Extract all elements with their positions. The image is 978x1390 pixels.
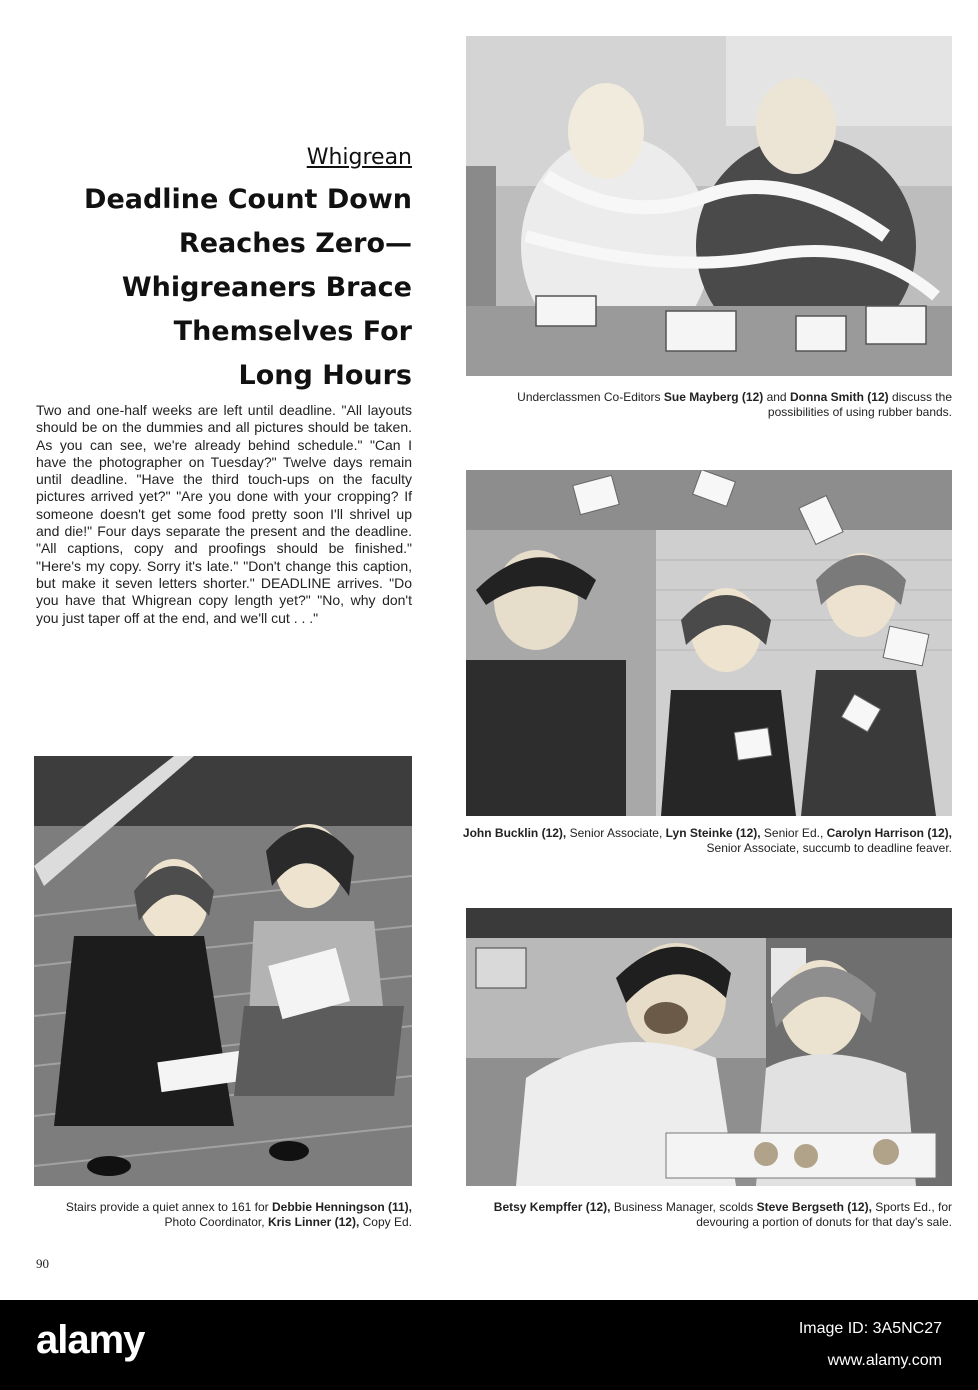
caption-text: Sports Ed., for devouring a portion of donuts for that day's sale. — [696, 1200, 952, 1229]
caption-text: and — [763, 390, 790, 404]
photo-co-editors-image — [466, 36, 952, 376]
site-url: www.alamy.com — [827, 1352, 942, 1369]
stock-footer — [0, 1300, 978, 1390]
caption-text: Business Manager, scolds — [610, 1200, 757, 1214]
photo-co-editors — [466, 36, 952, 376]
caption-text: Underclassmen Co-Editors — [517, 390, 664, 404]
caption-text: Senior Associate, — [566, 826, 666, 840]
photo-deadline-feaver-image — [466, 470, 952, 816]
caption-co-editors — [466, 390, 952, 420]
caption-text: Photo Coordinator, — [164, 1215, 268, 1229]
caption-name: John Bucklin (12), — [462, 826, 567, 840]
photo-donuts — [466, 908, 952, 1186]
image-id: Image ID: 3A5NC27 — [798, 1320, 942, 1337]
photo-donuts-image — [466, 908, 952, 1186]
caption-name: Steve Bergseth (12), — [756, 1200, 872, 1214]
caption-name: Lyn Steinke (12), — [665, 826, 761, 840]
headline-line: Reaches Zero— — [178, 228, 412, 259]
section-label: Whigrean — [306, 145, 412, 170]
caption-name: Sue Mayberg (12) — [663, 390, 764, 404]
caption-name: Kris Linner (12), — [267, 1215, 360, 1229]
photo-deadline-feaver — [466, 470, 952, 816]
caption-text: Senior Associate, succumb to deadline feaver. — [706, 841, 952, 855]
caption-text: Copy Ed. — [359, 1215, 412, 1229]
headline-line: Long Hours — [238, 360, 412, 391]
photo-stairs — [34, 756, 412, 1186]
caption-name: Carolyn Harrison (12), — [826, 826, 952, 840]
headline — [60, 178, 412, 398]
caption-deadline-feaver — [460, 826, 952, 856]
headline-line: Whigreaners Brace — [121, 272, 412, 303]
headline-line: Deadline Count Down — [84, 184, 412, 215]
caption-name: Betsy Kempffer (12), — [493, 1200, 611, 1214]
page-number: 90 — [36, 1256, 49, 1271]
caption-stairs — [34, 1200, 412, 1230]
headline-line: Themselves For — [173, 316, 412, 347]
caption-donuts — [460, 1200, 952, 1230]
caption-name: Debbie Henningson (11), — [271, 1200, 412, 1214]
photo-stairs-image — [34, 756, 412, 1186]
caption-text: Senior Ed., — [760, 826, 827, 840]
body-copy: Two and one-half weeks are left until deadline. "All layouts should be on the dummies and all pictures should be taken. As you can see, we're already behind schedule." "Can I have the photographer on Tuesday?" Twelve days remain until deadline. "Have the third touch-ups on the faculty pictures arrived yet?" "Are you done with your cropping? If someone doesn't get some food pretty soon I'll shrivel up and die!" Four days separate the present and the deadline. "All captions, copy and proofings should be finished." "Here's my copy. Sorry it's late." "Don't change this caption, but make it seven letters shorter." DEADLINE arrives. "Do you have that Whigrean copy length yet?" "No, why don't you just taper off at the end, and we'll cut . . ." — [36, 402, 412, 626]
caption-name: Donna Smith (12) — [789, 390, 889, 404]
caption-text: Stairs provide a quiet annex to 161 for — [65, 1200, 272, 1214]
brand-logo: alamy — [36, 1318, 145, 1362]
caption-text: discuss the possibilities of using rubber bands. — [767, 390, 952, 419]
